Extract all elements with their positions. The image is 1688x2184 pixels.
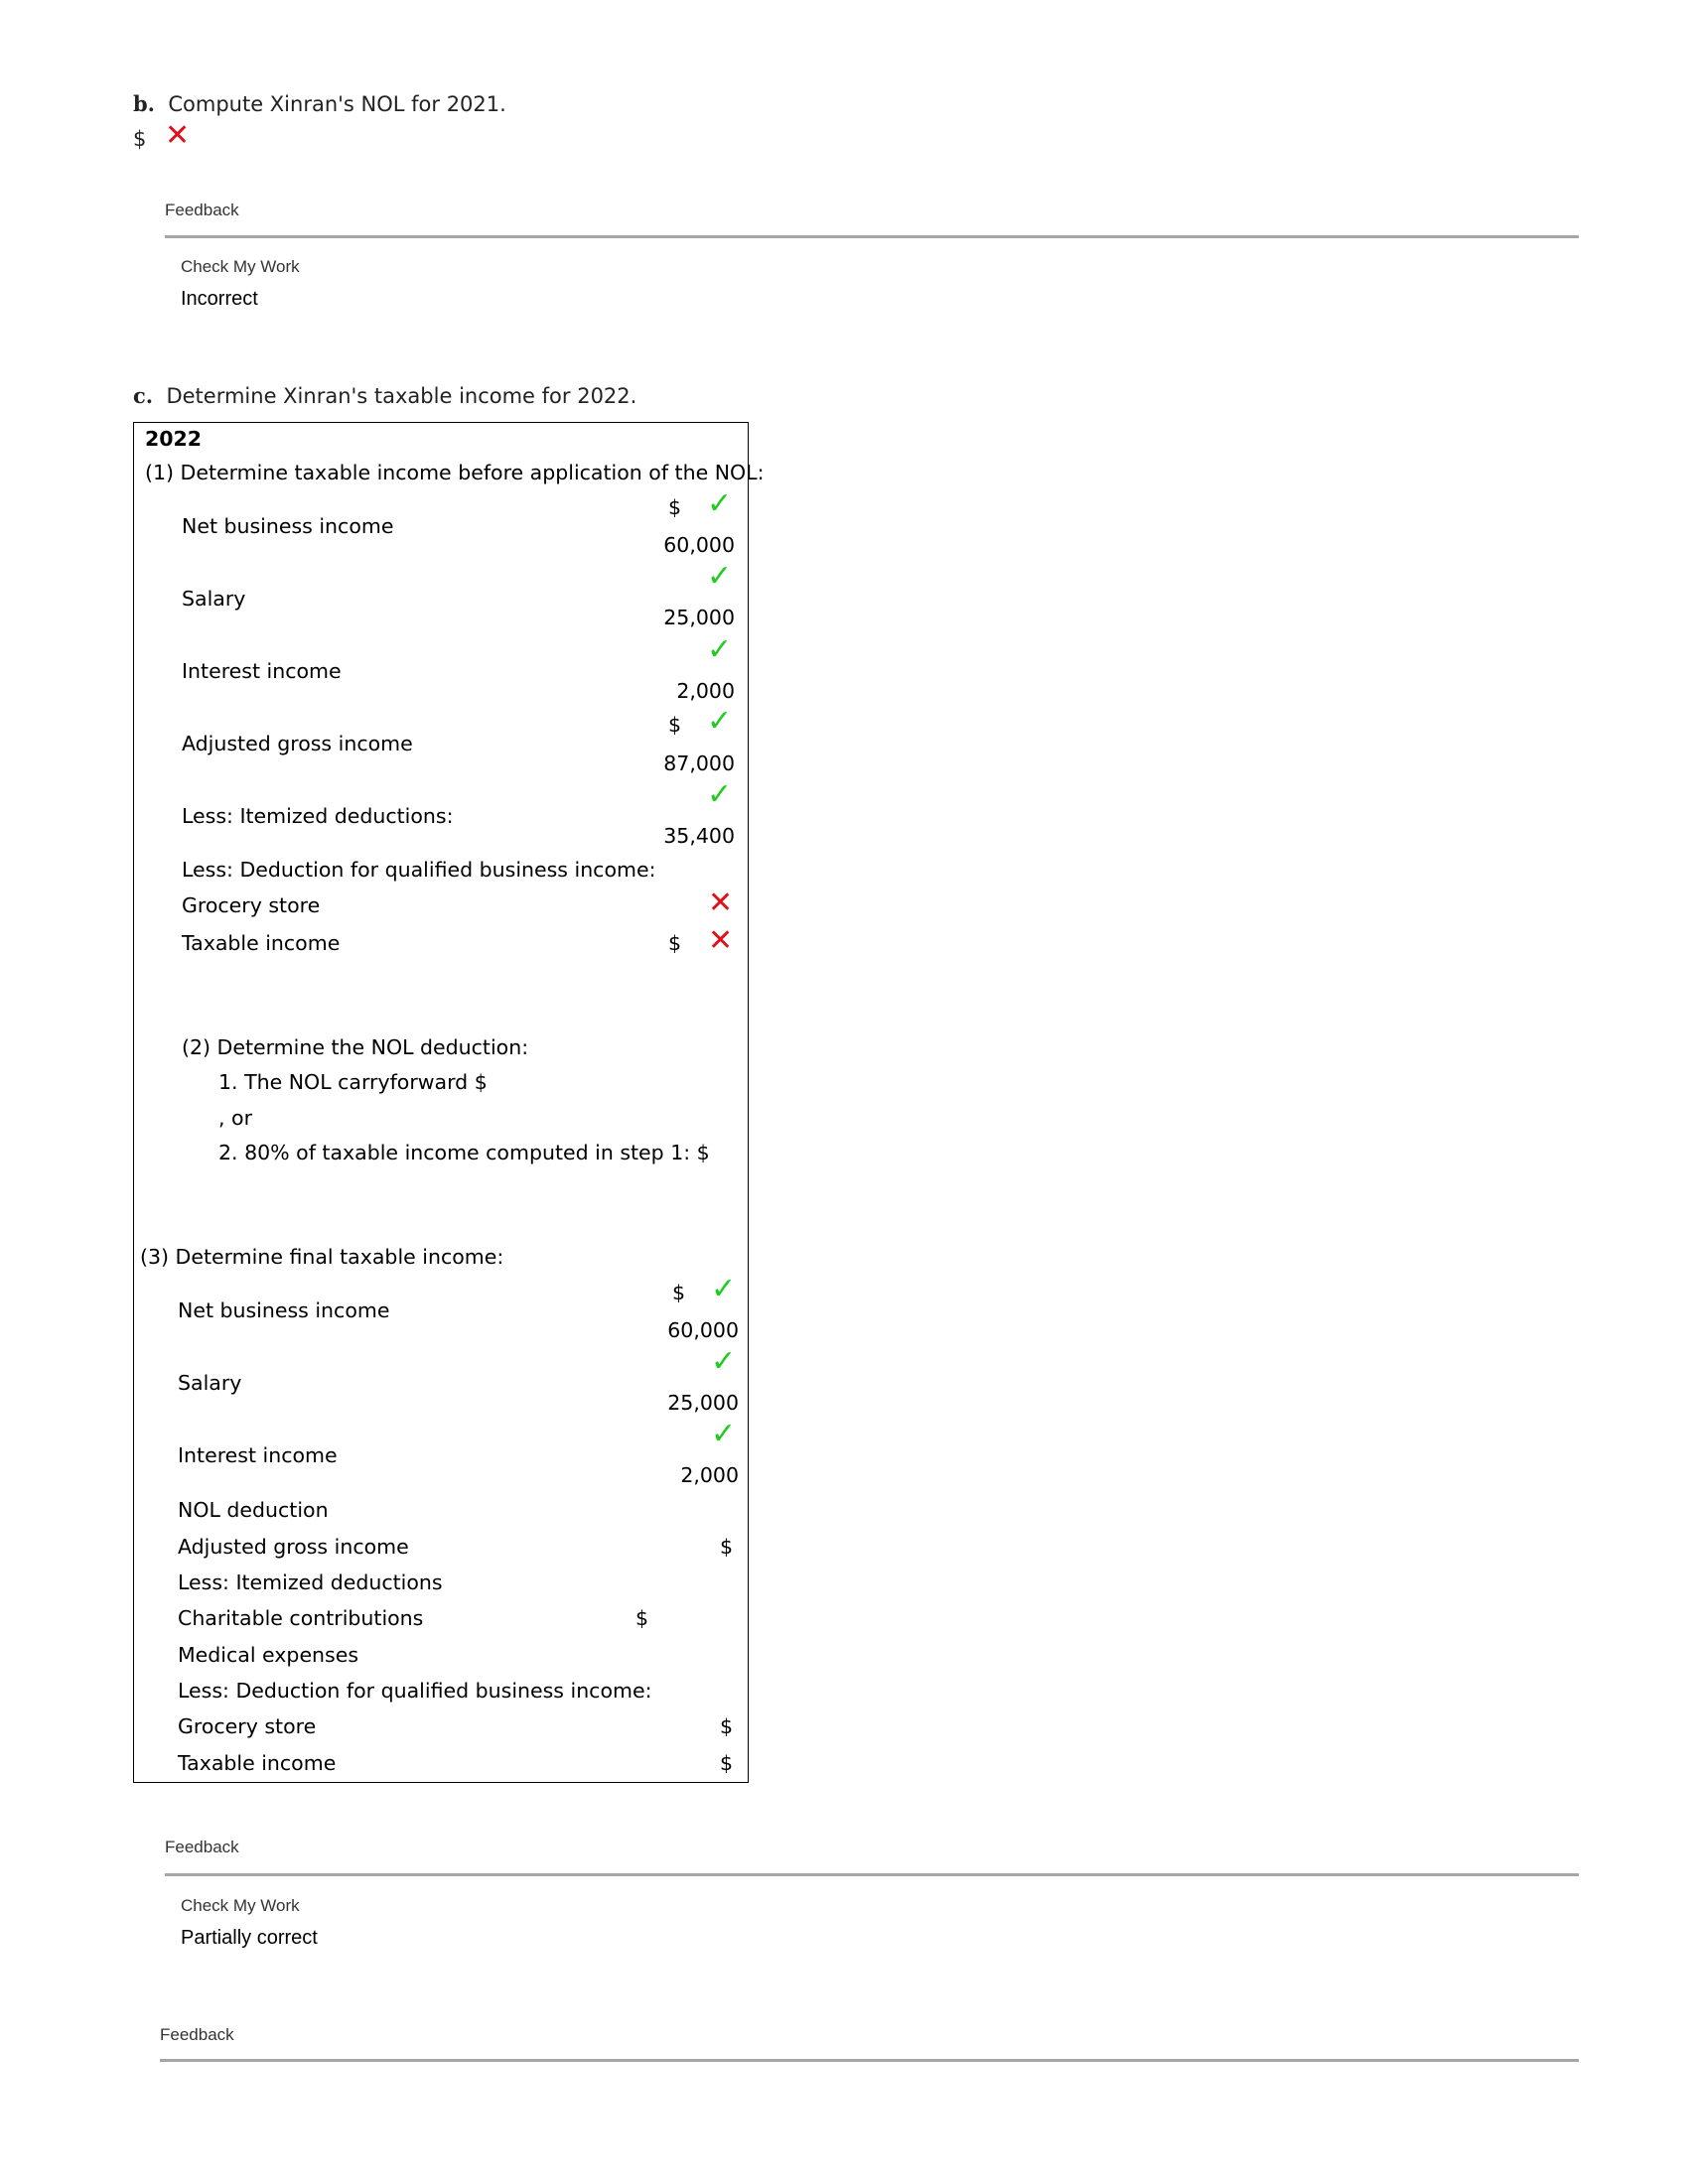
step3-net-business-income-label: Net business income bbox=[178, 1298, 390, 1322]
part-c-check-label: Check My Work bbox=[181, 1896, 300, 1915]
step1-salary-label: Salary bbox=[182, 587, 246, 611]
step1-net-business-income-value: 60,000 bbox=[663, 533, 735, 557]
step1-grocery-label: Grocery store bbox=[182, 893, 321, 917]
step1-agi-dollar: $ bbox=[668, 713, 682, 737]
step3-interest-income-label: Interest income bbox=[178, 1443, 338, 1467]
step1-net-business-income-label: Net business income bbox=[182, 514, 394, 538]
part-c-result: Partially correct bbox=[181, 1927, 318, 1949]
step3-salary-value: 25,000 bbox=[667, 1391, 739, 1415]
divider bbox=[165, 1873, 1579, 1876]
checkmark-icon: ✓ bbox=[707, 486, 733, 521]
checkmark-icon: ✓ bbox=[707, 704, 733, 739]
step3-taxable-dollar: $ bbox=[720, 1751, 734, 1775]
step1-taxable-label: Taxable income bbox=[182, 931, 341, 955]
part-b-question-text: Compute Xinran's NOL for 2021. bbox=[168, 92, 506, 116]
step1-net-business-income-dollar: $ bbox=[668, 495, 682, 519]
step3-net-business-income-value: 60,000 bbox=[667, 1318, 739, 1342]
year-heading: 2022 bbox=[145, 427, 203, 451]
step3-salary-label: Salary bbox=[178, 1371, 242, 1395]
divider bbox=[160, 2059, 1579, 2062]
part-b-result: Incorrect bbox=[181, 288, 258, 310]
step3-grocery-label: Grocery store bbox=[178, 1714, 317, 1738]
step1-agi-value: 87,000 bbox=[663, 751, 735, 775]
step3-nol-deduction-label: NOL deduction bbox=[178, 1498, 329, 1522]
part-c-question-text: Determine Xinran's taxable income for 2022. bbox=[166, 384, 637, 408]
step3-charitable-label: Charitable contributions bbox=[178, 1606, 424, 1630]
step3-agi-dollar: $ bbox=[720, 1535, 734, 1559]
step3-itemized-heading: Less: Itemized deductions bbox=[178, 1570, 443, 1594]
checkmark-icon: ✓ bbox=[711, 1272, 737, 1306]
step3-agi-label: Adjusted gross income bbox=[178, 1535, 409, 1559]
cross-icon: ✕ bbox=[708, 923, 734, 958]
footer-feedback-label: Feedback bbox=[160, 2025, 234, 2044]
checkmark-icon: ✓ bbox=[711, 1344, 737, 1379]
cross-icon: ✕ bbox=[165, 118, 191, 153]
step1-itemized-value: 35,400 bbox=[663, 824, 735, 848]
part-c-feedback-label: Feedback bbox=[165, 1838, 239, 1856]
checkmark-icon: ✓ bbox=[707, 559, 733, 594]
step3-heading: (3) Determine final taxable income: bbox=[140, 1245, 504, 1269]
step2-line1: 1. The NOL carryforward $ bbox=[218, 1070, 488, 1094]
step3-interest-income-value: 2,000 bbox=[680, 1463, 739, 1487]
step1-agi-label: Adjusted gross income bbox=[182, 732, 413, 755]
step3-qbi-heading: Less: Deduction for qualified business income: bbox=[178, 1679, 652, 1703]
checkmark-icon: ✓ bbox=[707, 632, 733, 667]
part-b-check-label: Check My Work bbox=[181, 257, 300, 276]
step1-interest-income-label: Interest income bbox=[182, 659, 342, 683]
step3-net-business-income-dollar: $ bbox=[672, 1281, 686, 1304]
checkmark-icon: ✓ bbox=[711, 1417, 737, 1451]
part-b-feedback-label: Feedback bbox=[165, 201, 239, 219]
step2-or: , or bbox=[218, 1106, 253, 1130]
step3-charitable-dollar: $ bbox=[635, 1606, 649, 1630]
part-b-dollar: $ bbox=[133, 127, 147, 151]
step1-qbi-heading: Less: Deduction for qualified business income: bbox=[182, 858, 656, 882]
step1-taxable-dollar: $ bbox=[668, 931, 682, 955]
step1-heading: (1) Determine taxable income before application of the NOL: bbox=[145, 461, 765, 484]
step3-taxable-label: Taxable income bbox=[178, 1751, 337, 1775]
divider bbox=[165, 235, 1579, 238]
step3-medical-label: Medical expenses bbox=[178, 1643, 359, 1667]
step3-grocery-dollar: $ bbox=[720, 1714, 734, 1738]
checkmark-icon: ✓ bbox=[707, 777, 733, 812]
step1-interest-income-value: 2,000 bbox=[676, 679, 735, 703]
step1-itemized-label: Less: Itemized deductions: bbox=[182, 804, 454, 828]
cross-icon: ✕ bbox=[708, 886, 734, 920]
part-c-letter: c. bbox=[133, 383, 154, 408]
step2-heading: (2) Determine the NOL deduction: bbox=[182, 1035, 529, 1059]
part-c-question bbox=[133, 383, 636, 408]
step1-salary-value: 25,000 bbox=[663, 606, 735, 629]
step2-line2: 2. 80% of taxable income computed in step 1: $ bbox=[218, 1141, 710, 1164]
part-b-question bbox=[133, 91, 506, 116]
part-b-letter: b. bbox=[133, 91, 155, 116]
